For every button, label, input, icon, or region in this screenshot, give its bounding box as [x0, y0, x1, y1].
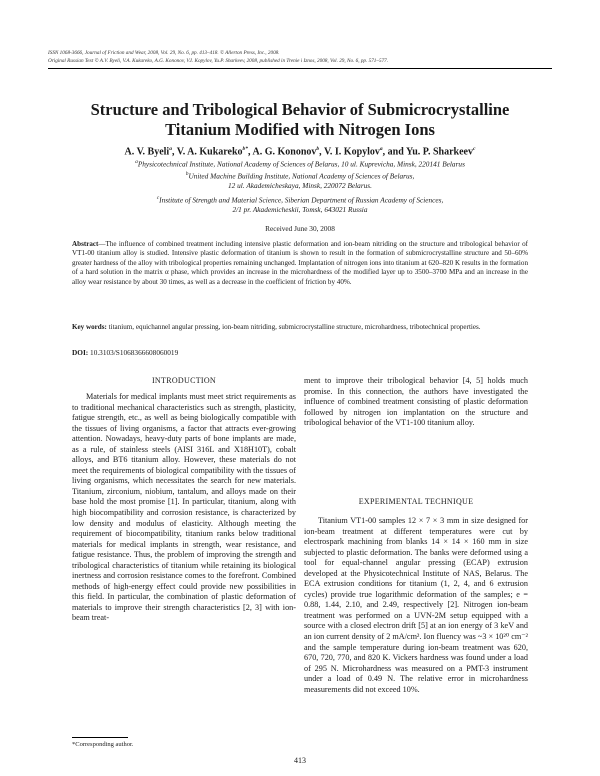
footnote-rule: [72, 737, 128, 738]
author-name: A. G. Kononov: [252, 146, 317, 158]
doi: [72, 348, 178, 357]
left-column: [72, 392, 296, 624]
intro-paragraph: Materials for medical implants must meet strict requirements as to traditional mechanical characteristics such as strength, plasticity, fatigue strength, etc., as well as being biologically compatible with the tissues of living organisms, a factor that attracts ever-growing attention. Nowadays, heavy-duty parts of bone implants are made, as a rule, of stainless steels (AISI 316L and X18H10T), cobalt alloys, and BT6 titanium alloy. However, these materials do not meet the requirements of biological compatibility with the tissues of living organisms, which necessitates the search for new materials. Titanium, zirconium, niobium, tantalum, and alloys made on their base hold the most promise [1]. In particular, titanium, along with high biocompatibility and corrosion resistance, is characterized by low density and modulus of elasticity. Although meeting the requirement of biocompatibility, titanium ranks below traditional materials for medical implants in strength, wear resistance, and fatigue resistance. Thus, the problem of improving the strength and tribological characteristics of titanium while retaining its biological inertness and corrosion resistance comes to the forefront. Combined methods of high-energy effect could provide new possibilities in this field. In particular, the combination of plastic deformation of materials to improve their strength characteristics [2, 3] with ion-beam treat-: [72, 392, 296, 623]
keywords-label: Key words:: [72, 323, 107, 331]
title-line-1: Structure and Tribological Behavior of Submicrocrystalline: [90, 100, 510, 119]
affiliation-text: 2/1 pr. Akademicheskii, Tomsk, 643021 Russia: [232, 204, 368, 214]
doi-label: DOI:: [72, 348, 89, 357]
abstract-text: —The influence of combined treatment including intensive plastic deformation and ion-beam nitriding on the structure and tribological behavior of VT1-00 titanium alloy is studied. Intensive plastic deformation of titanium is shown to result in the formation of submicrocrystalline structure and 50–60% greater hardness of the alloy with tribological properties remaining unchanged. Implantation of nitrogen ions into titanium at 620–820 K results in the formation of a hard solution in the matrix α phase, which provides an increase in the microhardness of the modified layer up to 3500–3700 MPa and an increase in the alloy wear resistance by about 30 times, as well as a decrease in the coefficient of friction by 40%.: [72, 240, 528, 286]
experimental-paragraph: Titanium VT1-00 samples 12 × 7 × 3 mm in size designed for ion-beam treatment at different temperatures were cut by electrospark machining from blanks 14 × 14 × 160 mm in size subjected to plastic deformation. The banks were deformed using a tool for equal-channel angular pressing (ECAP) extrusion developed at the Physicotechnical Institute of NAS, Belarus. The ECA extrusion conditions for titanium (1, 2, 4, and 6 extrusion cycles) provide true logarithmic deformation of the samples; e = 0.88, 1.44, 2.10, and 2.49, respectively [2]. Nitrogen ion-beam treatment was performed on a UVN-2M setup equipped with a source with a closed electron drift [5] at an ion energy of 3 keV and an ion current density of 2 mA/cm². Ion fluency was ~3 × 10²⁰ cm⁻² and the sample temperature during ion-beam treatment was 620, 670, 720, 770, and 820 K. Vickers hardness was found under a load of 295 N. Microhardness was measured on a PMT-3 instrument under a load of 0.49 N. The relative error in microhardness measurements did not exceed 10%.: [304, 516, 528, 694]
author-sup: a: [379, 146, 383, 152]
journal-header-line-1: ISSN 1068-3666, Journal of Friction and Wear, 2008, Vol. 29, No. 6, pp. 413–418. © Allerton Press, Inc., 2008.: [48, 50, 280, 56]
author-sup: a: [169, 146, 172, 152]
keywords: [72, 323, 528, 332]
header-rule: [48, 68, 552, 69]
doi-text: 10.3103/S1068366608060019: [88, 348, 179, 357]
affiliation-text: United Machine Building Institute, National Academy of Sciences of Belarus,: [188, 171, 415, 181]
affiliation-text: Physicotechnical Institute, National Academy of Sciences of Belarus, 10 ul. Kuprevicha, Minsk, 220141 Belarus: [137, 159, 465, 169]
affiliation-text: 12 ul. Akademicheskaya, Minsk, 220072 Belarus.: [228, 180, 372, 190]
intro-continuation: ment to improve their tribological behavior [4, 5] holds much promise. In this connection, the authors have investigated the influence of combined treatment consisting of plastic deformation followed by nitrogen ion implantation on the structure and tribological behavior of the VT1-100 titanium alloy.: [304, 376, 528, 428]
footnote: *Corresponding author.: [72, 741, 134, 748]
affiliation-text: Institute of Strength and Material Science, Siberian Department of Russian Academy of Sciences,: [159, 195, 444, 205]
received-date: Received June 30, 2008: [265, 224, 335, 233]
author-sup: b*: [242, 146, 249, 152]
author-sup: c: [473, 146, 476, 152]
title-line-2: Titanium Modified with Nitrogen Ions: [165, 120, 435, 139]
abstract: [72, 240, 528, 287]
affiliation-a: [60, 158, 540, 169]
author-name: V. I. Kopylov: [323, 146, 380, 158]
affiliation-c: [60, 194, 540, 214]
author-list: A. V. Byeli$^a$, V. A. Kukareko$^{b*}$, A. G. Kononov$^b$, V. I. Kopylov$^a$, and Yu. P. Sharkeev$^c$: [124, 146, 476, 158]
section-heading-introduction: INTRODUCTION: [151, 376, 217, 385]
abstract-label: Abstract: [72, 240, 99, 248]
author-sup: b: [316, 146, 320, 152]
affiliation-sup: b: [185, 171, 189, 177]
affiliation-sup: c: [156, 195, 160, 201]
right-column-top: [304, 376, 528, 429]
article-title: [40, 100, 560, 140]
keywords-text: titanium, equichannel angular pressing, ion-beam nitriding, submicrocrystalline structure, microhardness, tribotechnical properties.: [106, 323, 481, 331]
right-column-bottom: [304, 516, 528, 695]
journal-header-line-2: Original Russian Text © A.V. Byeli, V.A. Kukareko, A.G. Kononov, V.I. Kopylov, Yu.P. Sharkeev, 2008, published in Trenie i Iznos, 2008, Vol. 29, No. 6, pp. 571–577.: [48, 58, 389, 64]
author-name: Yu. P. Sharkeev: [405, 146, 473, 158]
author-name: V. A. Kukareko: [176, 146, 243, 158]
author-name: A. V. Byeli: [124, 146, 170, 158]
section-heading-experimental: EXPERIMENTAL TECHNIQUE: [358, 497, 474, 506]
affiliation-sup: a: [135, 159, 138, 165]
affiliation-b: [60, 170, 540, 190]
page-number: 413: [294, 756, 306, 765]
